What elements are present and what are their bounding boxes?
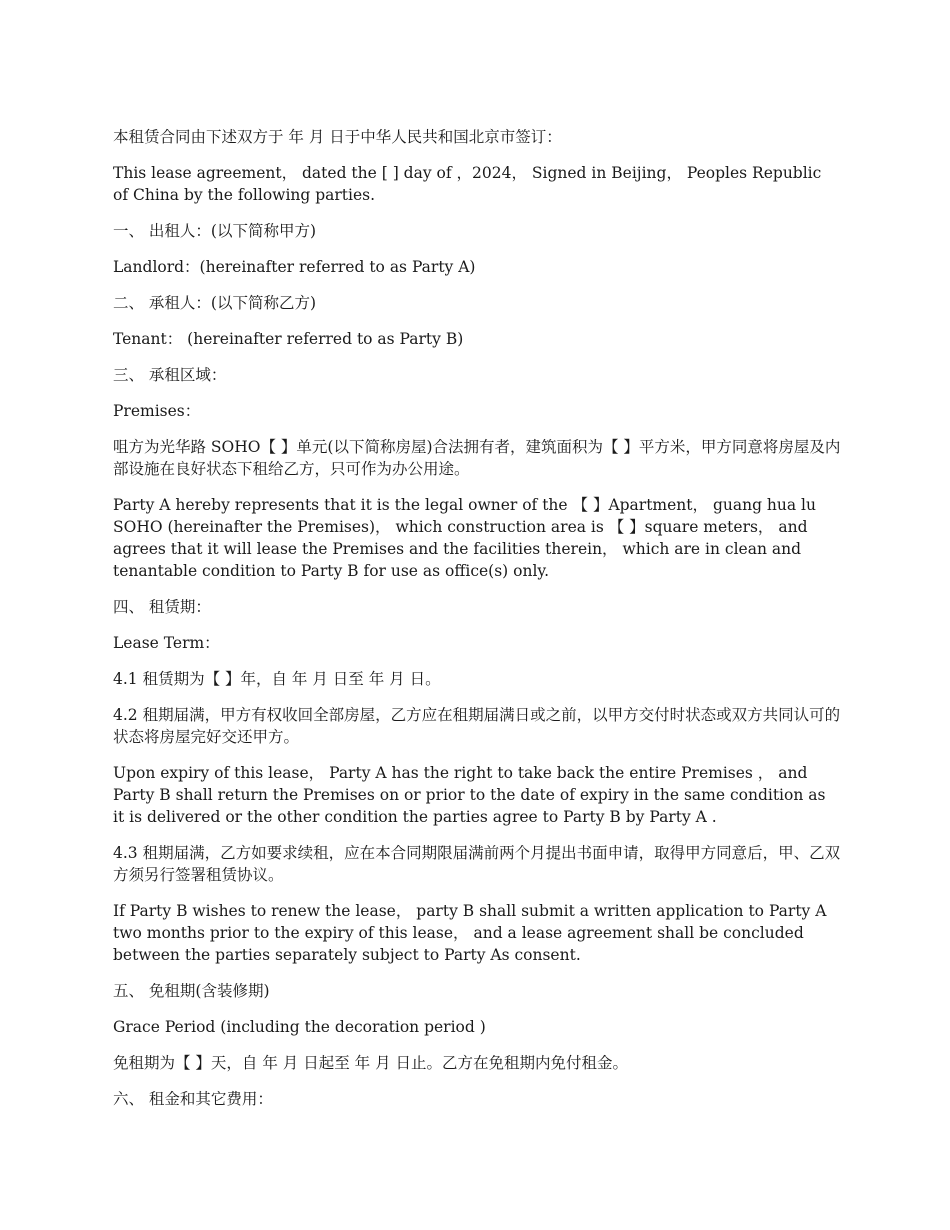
- heading-grace-period-cn: 五、 免租期(含装修期): [113, 982, 270, 1000]
- heading-grace-period-en: Grace Period (including the decoration period ): [113, 1018, 486, 1036]
- paragraph-premises-cn: 咀方为光华路 SOHO【 】单元(以下简称房屋)合法拥有者，建筑面积为【 】平方米，甲方同意将房屋及内部设施在良好状态下租给乙方，只可作为办公用途。: [113, 438, 841, 478]
- heading-landlord-cn: 一、 出租人：(以下简称甲方): [113, 222, 317, 240]
- clause-4-2-cn: 4.2 租期届满，甲方有权收回全部房屋，乙方应在租期届满日或之前，以甲方交付时状态或双方共同认可的状态将房屋完好交还甲方。: [113, 706, 841, 746]
- heading-lease-term-en: Lease Term：: [113, 634, 220, 652]
- paragraph-preamble-en: This lease agreement， dated the [ ] day of ，2024， Signed in Beijing， Peoples Republic of China by the following parties.: [113, 164, 827, 204]
- clause-4-2-en: Upon expiry of this lease， Party A has the right to take back the entire Premises ， and Party B shall return the Premises on or prior to the date of expiry in the same condition as it is delivered or the other condition the parties agree to Party B by Party A .: [113, 764, 831, 826]
- clause-4-3-cn: 4.3 租期届满，乙方如要求续租，应在本合同期限届满前两个月提出书面申请，取得甲方同意后，甲、乙双方须另行签署租赁协议。: [113, 844, 841, 884]
- clause-4-3-en: If Party B wishes to renew the lease， party B shall submit a written application to Party A two months prior to the expiry of this lease， and a lease agreement shall be concluded between the parties separately subject to Party As consent.: [113, 902, 832, 964]
- heading-premises-cn: 三、 承租区域：: [113, 366, 227, 384]
- heading-rent-fees-cn: 六、 租金和其它费用：: [113, 1090, 273, 1108]
- heading-landlord-en: Landlord：(hereinafter referred to as Party A): [113, 258, 476, 276]
- heading-lease-term-cn: 四、 租赁期：: [113, 598, 211, 616]
- clause-4-1-cn: 4.1 租赁期为【 】年，自 年 月 日至 年 月 日。: [113, 670, 441, 688]
- paragraph-preamble-cn: 本租赁合同由下述双方于 年 月 日于中华人民共和国北京市签订：: [113, 128, 562, 146]
- heading-tenant-cn: 二、 承租人：(以下简称乙方): [113, 294, 317, 312]
- paragraph-grace-period-cn: 免租期为【 】天，自 年 月 日起至 年 月 日止。乙方在免租期内免付租金。: [113, 1054, 628, 1072]
- heading-premises-en: Premises：: [113, 402, 201, 420]
- heading-tenant-en: Tenant： (hereinafter referred to as Party B): [113, 330, 464, 348]
- document-body: [113, 126, 841, 1124]
- paragraph-premises-en: Party A hereby represents that it is the legal owner of the 【 】Apartment， guang hua lu SOHO (hereinafter the Premises)， which construction area is 【 】square meters， and agrees that it will lease the Premises and the facilities therein， which are in clean and tenantable condition to Party B for use as office(s) only.: [113, 496, 821, 580]
